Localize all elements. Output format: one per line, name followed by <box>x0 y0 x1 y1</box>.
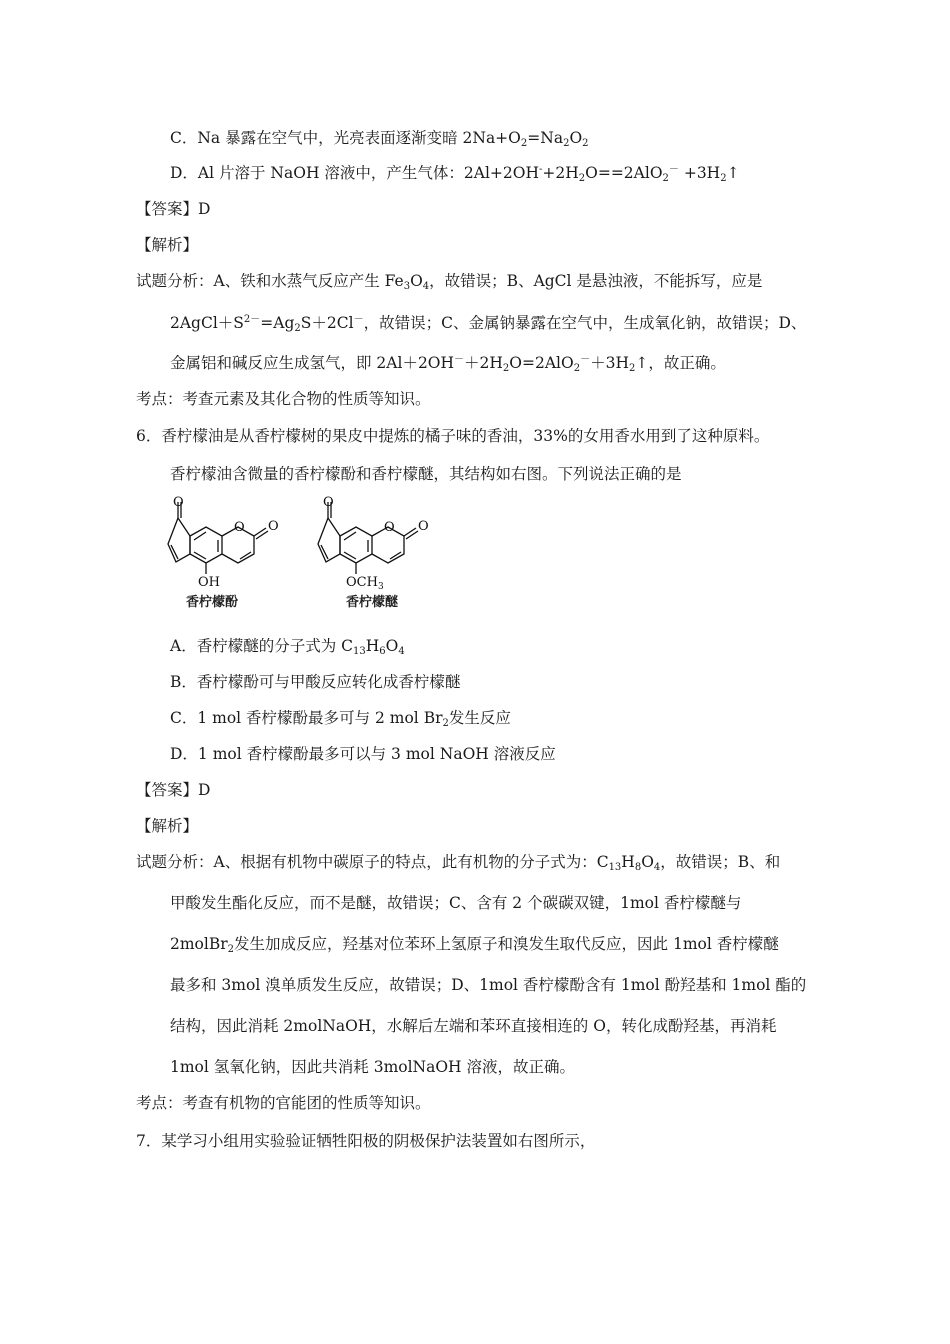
right-substituent: $OCH_3$ <box>346 575 384 592</box>
left-carbonyl-o: O <box>173 496 184 510</box>
q6-analysis-heading: 【解析】 <box>136 817 199 835</box>
right-lactone-o: O <box>418 519 429 534</box>
structures-svg <box>160 496 460 614</box>
right-caption: 香柠檬醚 <box>346 595 399 610</box>
left-substituent: OH <box>198 575 220 590</box>
q6-analysis-line-4: 最多和 3mol 溴单质发生反应，故错误；D、1mol 香柠檬酚含有 1mol 酚羟基和 1mol 酯的 <box>170 976 807 994</box>
q5-analysis-heading: 【解析】 <box>136 236 199 254</box>
q6-analysis-line-1: 试题分析：A、根据有机物中碳原子的特点，此有机物的分子式为：$C_{13}H_8O_4$，故错误；B、和 <box>136 853 781 873</box>
structures-figure <box>160 496 460 614</box>
q6-analysis-line-2: 甲酸发生酯化反应，而不是醚，故错误；C、含有 2 个碳碳双键，1mol 香柠檬醚与 <box>170 894 742 912</box>
left-lactone-o: O <box>268 519 279 534</box>
q5-analysis-line-2: $2AgCl+S^{2-}=Ag_2S+2Cl^-$，故错误；C、金属钠暴露在空气中，生成氧化钠，故错误；D、 <box>170 314 807 334</box>
q6-option-b: B．香柠檬酚可与甲酸反应转化成香柠檬醚 <box>170 673 461 691</box>
bergapten-structure <box>318 502 418 574</box>
left-ring-o: O <box>234 520 245 535</box>
q6-stem-line-2: 香柠檬油含微量的香柠檬酚和香柠檬醚，其结构如右图。下列说法正确的是 <box>170 465 682 483</box>
q6-option-d: D．1 mol 香柠檬酚最多可以与 3 mol NaOH 溶液反应 <box>170 745 556 763</box>
q5-analysis-line-1: 试题分析：A、铁和水蒸气反应产生 $Fe_3O_4$，故错误；B、AgCl 是悬浊液，不能拆写，应是 <box>136 272 763 292</box>
q6-analysis-line-6: 1mol 氢氧化钠，因此共消耗 3molNaOH 溶液，故正确。 <box>170 1058 576 1076</box>
q5-option-d: D．Al 片溶于 NaOH 溶液中，产生气体：$2Al+2OH^-+2H_2O==2AlO_2^-$ $+3H_2↑$ <box>170 164 740 184</box>
q5-option-c: C．Na 暴露在空气中，光亮表面逐渐变暗 $2Na+O_2=Na_2O_2$ <box>170 129 589 149</box>
q5-kaodian: 考点：考查元素及其化合物的性质等知识。 <box>136 390 431 408</box>
q6-option-a: A．香柠檬醚的分子式为 $C_{13}H_6O_4$ <box>170 637 405 657</box>
q6-answer: 【答案】D <box>136 781 211 799</box>
bergaptol-structure <box>168 502 268 574</box>
q6-analysis-line-3: 2molBr$_2$发生加成反应，羟基对位苯环上氢原子和溴发生取代反应，因此 1mol 香柠檬醚 <box>170 935 779 955</box>
right-ring-o: O <box>384 520 395 535</box>
q7-stem: 7．某学习小组用实验验证牺牲阳极的阴极保护法装置如右图所示， <box>136 1132 596 1150</box>
q5-answer: 【答案】D <box>136 200 211 218</box>
q6-analysis-line-5: 结构，因此消耗 2molNaOH，水解后左端和苯环直接相连的 O，转化成酚羟基，再消耗 <box>170 1017 777 1035</box>
left-caption: 香柠檬酚 <box>186 595 239 610</box>
q6-option-c: C．1 mol 香柠檬酚最多可与 2 mol $Br_2$发生反应 <box>170 709 511 729</box>
q6-kaodian: 考点：考查有机物的官能团的性质等知识。 <box>136 1094 431 1112</box>
right-carbonyl-o: O <box>323 496 334 510</box>
q6-stem-line-1: 6．香柠檬油是从香柠檬树的果皮中提炼的橘子味的香油，33%的女用香水用到了这种原料。 <box>136 427 770 445</box>
q5-analysis-line-3: 金属铝和碱反应生成氢气，即 $2Al+2OH^-+2H_2O=2AlO_2^-+3H_2↑$，故正确。 <box>170 354 726 374</box>
